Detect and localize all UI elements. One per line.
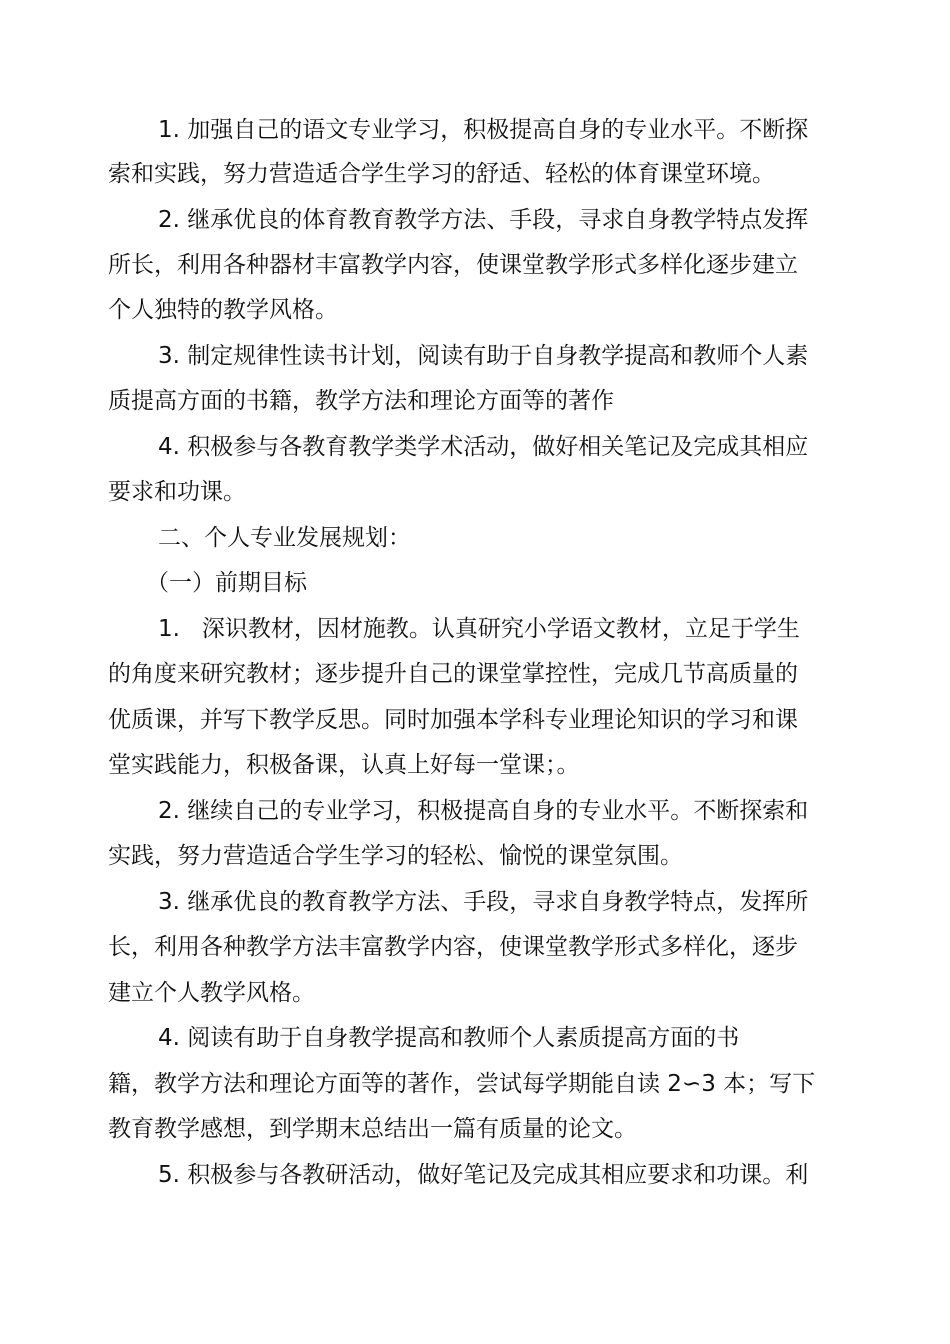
paragraph-9-line-1: 5. 积极参与各教研活动，做好笔记及完成其相应要求和功课。利 bbox=[158, 1162, 809, 1188]
paragraph-2-line-1: 2. 继承优良的体育教育教学方法、手段，寻求自身教学特点发挥 bbox=[158, 207, 809, 233]
paragraph-1-line-1: 1. 加强自己的语文专业学习，积极提高自身的专业水平。不断探 bbox=[158, 117, 809, 143]
section-heading: 二、个人专业发展规划： bbox=[158, 525, 411, 551]
paragraph-8-line-1: 4. 阅读有助于自身教学提高和教师个人素质提高方面的书 bbox=[158, 1025, 740, 1051]
paragraph-5-line-3: 优质课，并写下教学反思。同时加强本学科专业理论知识的学习和课 bbox=[108, 707, 798, 733]
paragraph-5-line-1: 1. 深识教材，因材施教。认真研究小学语文教材，立足于学生 bbox=[158, 616, 800, 642]
paragraph-7-line-1: 3. 继承优良的教育教学方法、手段，寻求自身教学特点，发挥所 bbox=[158, 889, 809, 915]
paragraph-7-line-3: 建立个人教学风格。 bbox=[108, 980, 315, 1006]
paragraph-1-line-2: 索和实践，努力营造适合学生学习的舒适、轻松的体育课堂环境。 bbox=[108, 161, 775, 187]
paragraph-6-line-1: 2. 继续自己的专业学习，积极提高自身的专业水平。不断探索和 bbox=[158, 798, 809, 824]
paragraph-4-line-2: 要求和功课。 bbox=[108, 479, 246, 505]
paragraph-8-line-3: 教育教学感想，到学期末总结出一篇有质量的论文。 bbox=[108, 1116, 637, 1142]
paragraph-7-line-2: 长，利用各种教学方法丰富教学内容，使课堂教学形式多样化，逐步 bbox=[108, 934, 798, 960]
paragraph-3-line-1: 3. 制定规律性读书计划，阅读有助于自身教学提高和教师个人素 bbox=[158, 343, 809, 369]
subsection-heading: （一）前期目标 bbox=[146, 570, 307, 596]
paragraph-4-line-1: 4. 积极参与各教育教学类学术活动，做好相关笔记及完成其相应 bbox=[158, 434, 809, 460]
paragraph-5-line-4: 堂实践能力，积极备课，认真上好每一堂课；。 bbox=[108, 752, 580, 778]
paragraph-6-line-2: 实践，努力营造适合学生学习的轻松、愉悦的课堂氛围。 bbox=[108, 843, 683, 869]
paragraph-8-line-2: 籍，教学方法和理论方面等的著作，尝试每学期能自读 2∽3 本；写下 bbox=[108, 1071, 816, 1097]
paragraph-2-line-2: 所长，利用各种器材丰富教学内容，使课堂教学形式多样化逐步建立 bbox=[108, 252, 798, 278]
paragraph-5-line-2: 的角度来研究教材；逐步提升自己的课堂掌控性，完成几节高质量的 bbox=[108, 661, 798, 687]
paragraph-3-line-2: 质提高方面的书籍，教学方法和理论方面等的著作 bbox=[108, 388, 614, 414]
paragraph-2-line-3: 个人独特的教学风格。 bbox=[108, 297, 338, 323]
